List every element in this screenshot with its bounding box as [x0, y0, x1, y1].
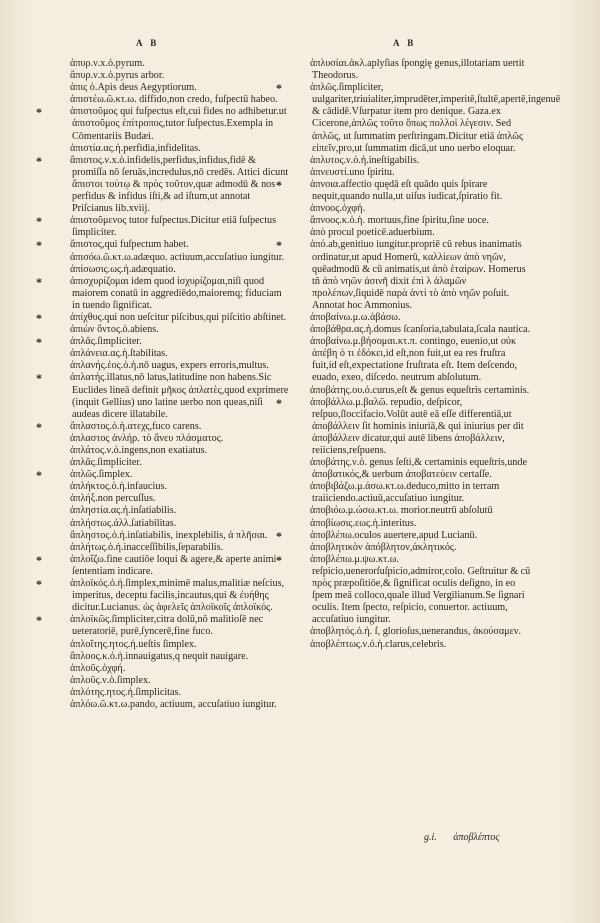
dictionary-entry: * ἀπίχθυς.qui non ueſcitur piſcibus,qui piſcitio abſtinet. — [60, 312, 292, 324]
dictionary-entry: * ἄπλαστος.ὁ.ἡ.ατεχς,fuco carens. — [60, 421, 292, 433]
dictionary-entry: ἀπνοος.ὀχφή. — [310, 203, 366, 215]
dictionary-entry: ἀπλήτως.ὁ.ἡ.inacceſſibilis,ſeparabilis. — [70, 541, 224, 553]
catchword-line — [424, 832, 513, 843]
dictionary-entry: * ἀποβλέπω.μ.ψω.κτ.ω. reſpicio,uenerorſuſpicio,admiror,colo. Geſtruitur & cū πρὸς præpoſitiōe,& ſignificat oculis deſigno, in eo ſpem meā colloco,quale illud Vergilianum.Se ſignari oculis. Item ſpecto, reſpicio, conuertor. actiuum, accuſatiuo iungitur. — [300, 554, 532, 627]
dictionary-entry: ἀποβλητικὸν ἀπόβλητον,ἀκλητικός. — [310, 541, 457, 553]
dictionary-entry: ἄπληστος.ὁ.ἡ.inſatiabilis, inexplebilis, ἀ πλῆσαι. — [70, 529, 268, 541]
right-column — [300, 58, 561, 651]
dictionary-entry: ἀπλανής.ἑος.ὁ.ἡ.nō uagus, expers erroris,multus. — [70, 360, 269, 372]
dictionary-entry: ἀποβίωσις.εως.ἡ.interitus. — [310, 517, 417, 529]
dictionary-entry: ἀπληστία.ας.ἡ.inſatiabilis. — [70, 505, 177, 517]
dictionary-entry: ἀποβαίνω.μ.βήσομαι.κτ.π. contingo, euenio,ut οὐκ ἀπέβη ὁ τι ἐδόκει,id eſt,non fuit,ut ea res fruſtra fuit,id eſt,expectatione fruſtrata eſt. Item deſcendo, euado, exeo, diſcedo. neutrum abſolutum. — [310, 336, 518, 384]
dictionary-entry: * ἀπιστοῦμος qui fuſpectus eſt,cui fides no adhibetur.ut ἀπιστοῦμος ἐπίτροπος,tutor ſuſpectus.Exempla in Cōmentariis Budæi. — [60, 106, 292, 142]
dictionary-entry: ἀπισόω.ῶ.κτ.ω.adæquo. actiuum,accuſatiuo iungitur. — [70, 251, 285, 263]
dictionary-entry: ἀποβάτης.ου.ὁ.curus,eſt & genus equeſtris certaminis. — [310, 384, 530, 396]
dictionary-entry: ἄπυρ.ν.x.ὁ.pyrus arbor. — [70, 70, 165, 82]
dictionary-entry: * ἀπό.ab,genitiuo iungitur.propriē cū rebus inanimatis ordinatur,ut apud Homerū, καλλίεων ἀπὸ νηῶν, quēadmodū & cū animatis,ut ἀπὸ ἑταίρων. Homerus tñ ἀπὸ νηῶν ἀσινῆ dixit ἐπὶ λ ἀλαμῶν προλέπων,ſiquidē παρὰ ἀντὶ τὸ ἀπὸ νηῶν poſuit. Annotat hoc Ammonius. — [300, 239, 532, 312]
running-head-left: A B — [136, 38, 160, 48]
dictionary-entry: ἀπλάτος.ν.ὁ.ingens,non exatiatus. — [70, 445, 208, 456]
dictionary-entry: * ἀπιστοῦμενος tutor fuſpectus.Dicitur etiā ſuſpectus ſimpliciter. — [60, 215, 292, 239]
dictionary-entry: ἁπλόω.ῶ.κτ.ω.pando, actiuum, accuſatiuo iungitur. — [70, 698, 277, 710]
dictionary-entry: ἀπιστέω.ῶ.κτ.ω. diffido,non credo, fuſpectū habeo. — [70, 94, 278, 106]
dictionary-entry: ἀπις ὁ.Apis deus Aegyptiorum. — [70, 82, 197, 94]
dictionary-entry: ἀπνευστί.uno ſpiritu. — [310, 166, 395, 178]
dictionary-entry: ἀποβλητός.ὁ.ἡ. ſ, glorioſus,uenerandus, ἀκούσαμεν. — [310, 626, 522, 638]
dictionary-entry: ἀπλυτος.ν.ὁ.ἡ.ineſtigabilis. — [310, 154, 420, 166]
dictionary-entry: * ἁπλοϊκός.ὁ.ἡ.ſimplex,minimē malus,malitiæ neſcius, imperitus, deceptu facilis,incautus,qui & ἐυήθης dicitur.Lucianus. ὡς ἀφελεῖς ἁπλοϊκοῖς ἁπλοϊκός. — [60, 578, 292, 614]
running-head-right: A B — [393, 38, 417, 48]
dictionary-entry: ἀπιστία.ας.ἡ.perfidia,infidelitas. — [70, 142, 201, 154]
dictionary-entry: * ἀπλατής.illatus,nō latus,latitudine non habens.Sic Euclides lineā definit μῆκος ἀπλατὲς,quod exprimere (inquit Gellius) uno latine uerbo non queas,niſi audeas dicere illatabile. — [60, 372, 292, 420]
dictionary-entry: ἀπλήξ.non percuſſus. — [70, 493, 156, 505]
dictionary-entry: ἀπλάνεια.ας.ἡ.ſtabilitas. — [70, 348, 168, 360]
dictionary-entry: ἀποβιόω.μ.ώσω.κτ.ω. morior.neutrū abſolutū — [310, 505, 493, 517]
dictionary-entry: ἁπλότης.ητος.ἡ.ſimplicitas. — [70, 686, 182, 698]
dictionary-entry: ἁπλοῦς.ν.ὁ.ſimplex. — [70, 674, 151, 686]
dictionary-entry: * ἀποβλέπω.oculos auertere,apud Lucianū. — [300, 530, 532, 542]
dictionary-entry: ἀπλήστως.ἀλλ.ſatiabilitas. — [70, 517, 177, 529]
dictionary-entry: ἀποβιβάζω.μ.άσω.κτ.ω.deduco,mitto in terram traiiciendo.actiuū,accuſatiuo iungitur. — [310, 481, 500, 505]
catchword: ἀποβλέπτος — [453, 832, 500, 843]
dictionary-entry: ἀποβάθρα.ας.ἡ.domus ſcanſoria,tabulata,ſcala nautica. — [310, 324, 531, 336]
dictionary-entry: * ἀπνοια.affectio quędā eſt quādo quis ſpirare nequit,quando nulla,ut uiſus iudicat,ſpiratio fit. — [300, 179, 532, 203]
dictionary-entry: ἀπιὼν ὄντος.ὁ.abiens. — [70, 324, 159, 336]
dictionary-entry: ἀπλαστος ἀνλήρ. τὸ ἄνευ πλάσματος. — [70, 432, 224, 444]
left-column — [60, 58, 292, 711]
dictionary-entry: * ἀπλοΐζω.fine cautiōe loqui & agere,& aperte animi ſententiam indicare. — [60, 554, 292, 578]
dictionary-entry: * ἁπλῶς.ſimpliciter, uulgariter,triuialiter,imprudēter,imperitē,ſtultē,apertē,ingenuē & cādidē.Vſurpatur item pro denique. Gaza.ex Cicerone,ἁπλῶς τοῦτο ὅπως πολλοὶ λέγεσιν. Sed ἁπλῶς, ut ſummatim perſtringam.Dicitur etiā ἁπλῶς εἰπεῖν,pro,ut ſummatim dicā,ut uno uerbo eloquar. — [300, 82, 532, 155]
dictionary-entry: * ἁπλοϊκῶς.ſimpliciter,citra dolū,nō malitioſē nec ueteratoriē, purē,ſyncerē,fine fuco. — [60, 614, 292, 638]
dictionary-entry: ἀποβαίνω.μ.ω.ἀβάσω. — [310, 311, 401, 323]
dictionary-entry: * ἀπλᾶς.ſimpliciter. — [60, 336, 292, 348]
dictionary-entry: ἄπλοος.κ.ὁ.ἡ.innauigatus,q nequit nauigare. — [70, 650, 249, 662]
dictionary-entry: ἄπνοος.κ.ὁ.ἡ. mortuus,fine ſpiritu,ſine uoce. — [310, 215, 489, 227]
dictionary-entry: * ἄπιστος.ν.x.ὁ.infidelis,perfidus,infidus,fidē & promiſſa nō ſeruās,incredulus,nō credēs. Attici dicunt ἄπιστοι τούτῳ & πρὸς τοῦτον,quæ admodū & nos perfidus & infidus iſti,& ad iſtum,ut annotat Priſcianus lib.xviij. — [60, 155, 292, 215]
dictionary-entry: ἁπλοΐτης.ητος.ἡ.ueſtis ſimplex. — [70, 638, 197, 650]
dictionary-entry: * ἀποβάλλω.μ.βαλῶ. repudio, deſpicor, reſpuo,ſloccifacio.Volūt autē eā eſſe differentiā,ut ἀποβάλλειν ſit hominis iniuriā,& qui iniurius per dit ἀποβάλλειν dicatur,qui autē libens ἀποβάλλειν, reiiciens,reſpuens. — [300, 397, 532, 457]
dictionary-entry: ἀπλήκτος.ὁ.ἡ.infaucius. — [70, 481, 167, 493]
dictionary-entry: ἀπλυσίαι.ἀκλ.aplyſias ſpongię genus,illotariam uertit Theodorus. — [310, 58, 525, 82]
dictionary-entry: * ἀπισχυρίζομαι idem quod ἰσχυρίζομαι,niſi quod maiorem conatū in aggrediēdo,maioremq; fiduciam in tuendo ſignificat. — [60, 276, 292, 312]
dictionary-entry: ἀπίσωσις.ως.ἡ.adæquatio. — [70, 263, 176, 275]
dictionary-entry: * ἄπιστος,qui fuſpectum habet. — [60, 239, 292, 251]
dictionary-entry: ἀποβλέπτως.ν.ὁ.ἡ.clarus,celebris. — [310, 638, 447, 650]
dictionary-entry: ἀπυρ.ν.x.ὁ.pyrum. — [70, 58, 145, 69]
signature-mark: g.i. — [424, 832, 437, 843]
dictionary-entry: ἀποβάτης.ν.ὁ. genus ſeſti,& certaminis equeſtris,unde ἀποβατικός,& uerbum ἀποβατεύειν certaſſe. — [310, 457, 528, 481]
dictionary-entry: * ἁπλῶς.ſimplex. — [60, 469, 292, 481]
dictionary-entry: ἀπὸ procul poeticē.aduerbium. — [310, 227, 435, 239]
dictionary-entry: ἀπλᾶς.ſimpliciter. — [70, 457, 142, 469]
dictionary-entry: ἀπλοῦς.ὀχφή. — [70, 662, 126, 674]
